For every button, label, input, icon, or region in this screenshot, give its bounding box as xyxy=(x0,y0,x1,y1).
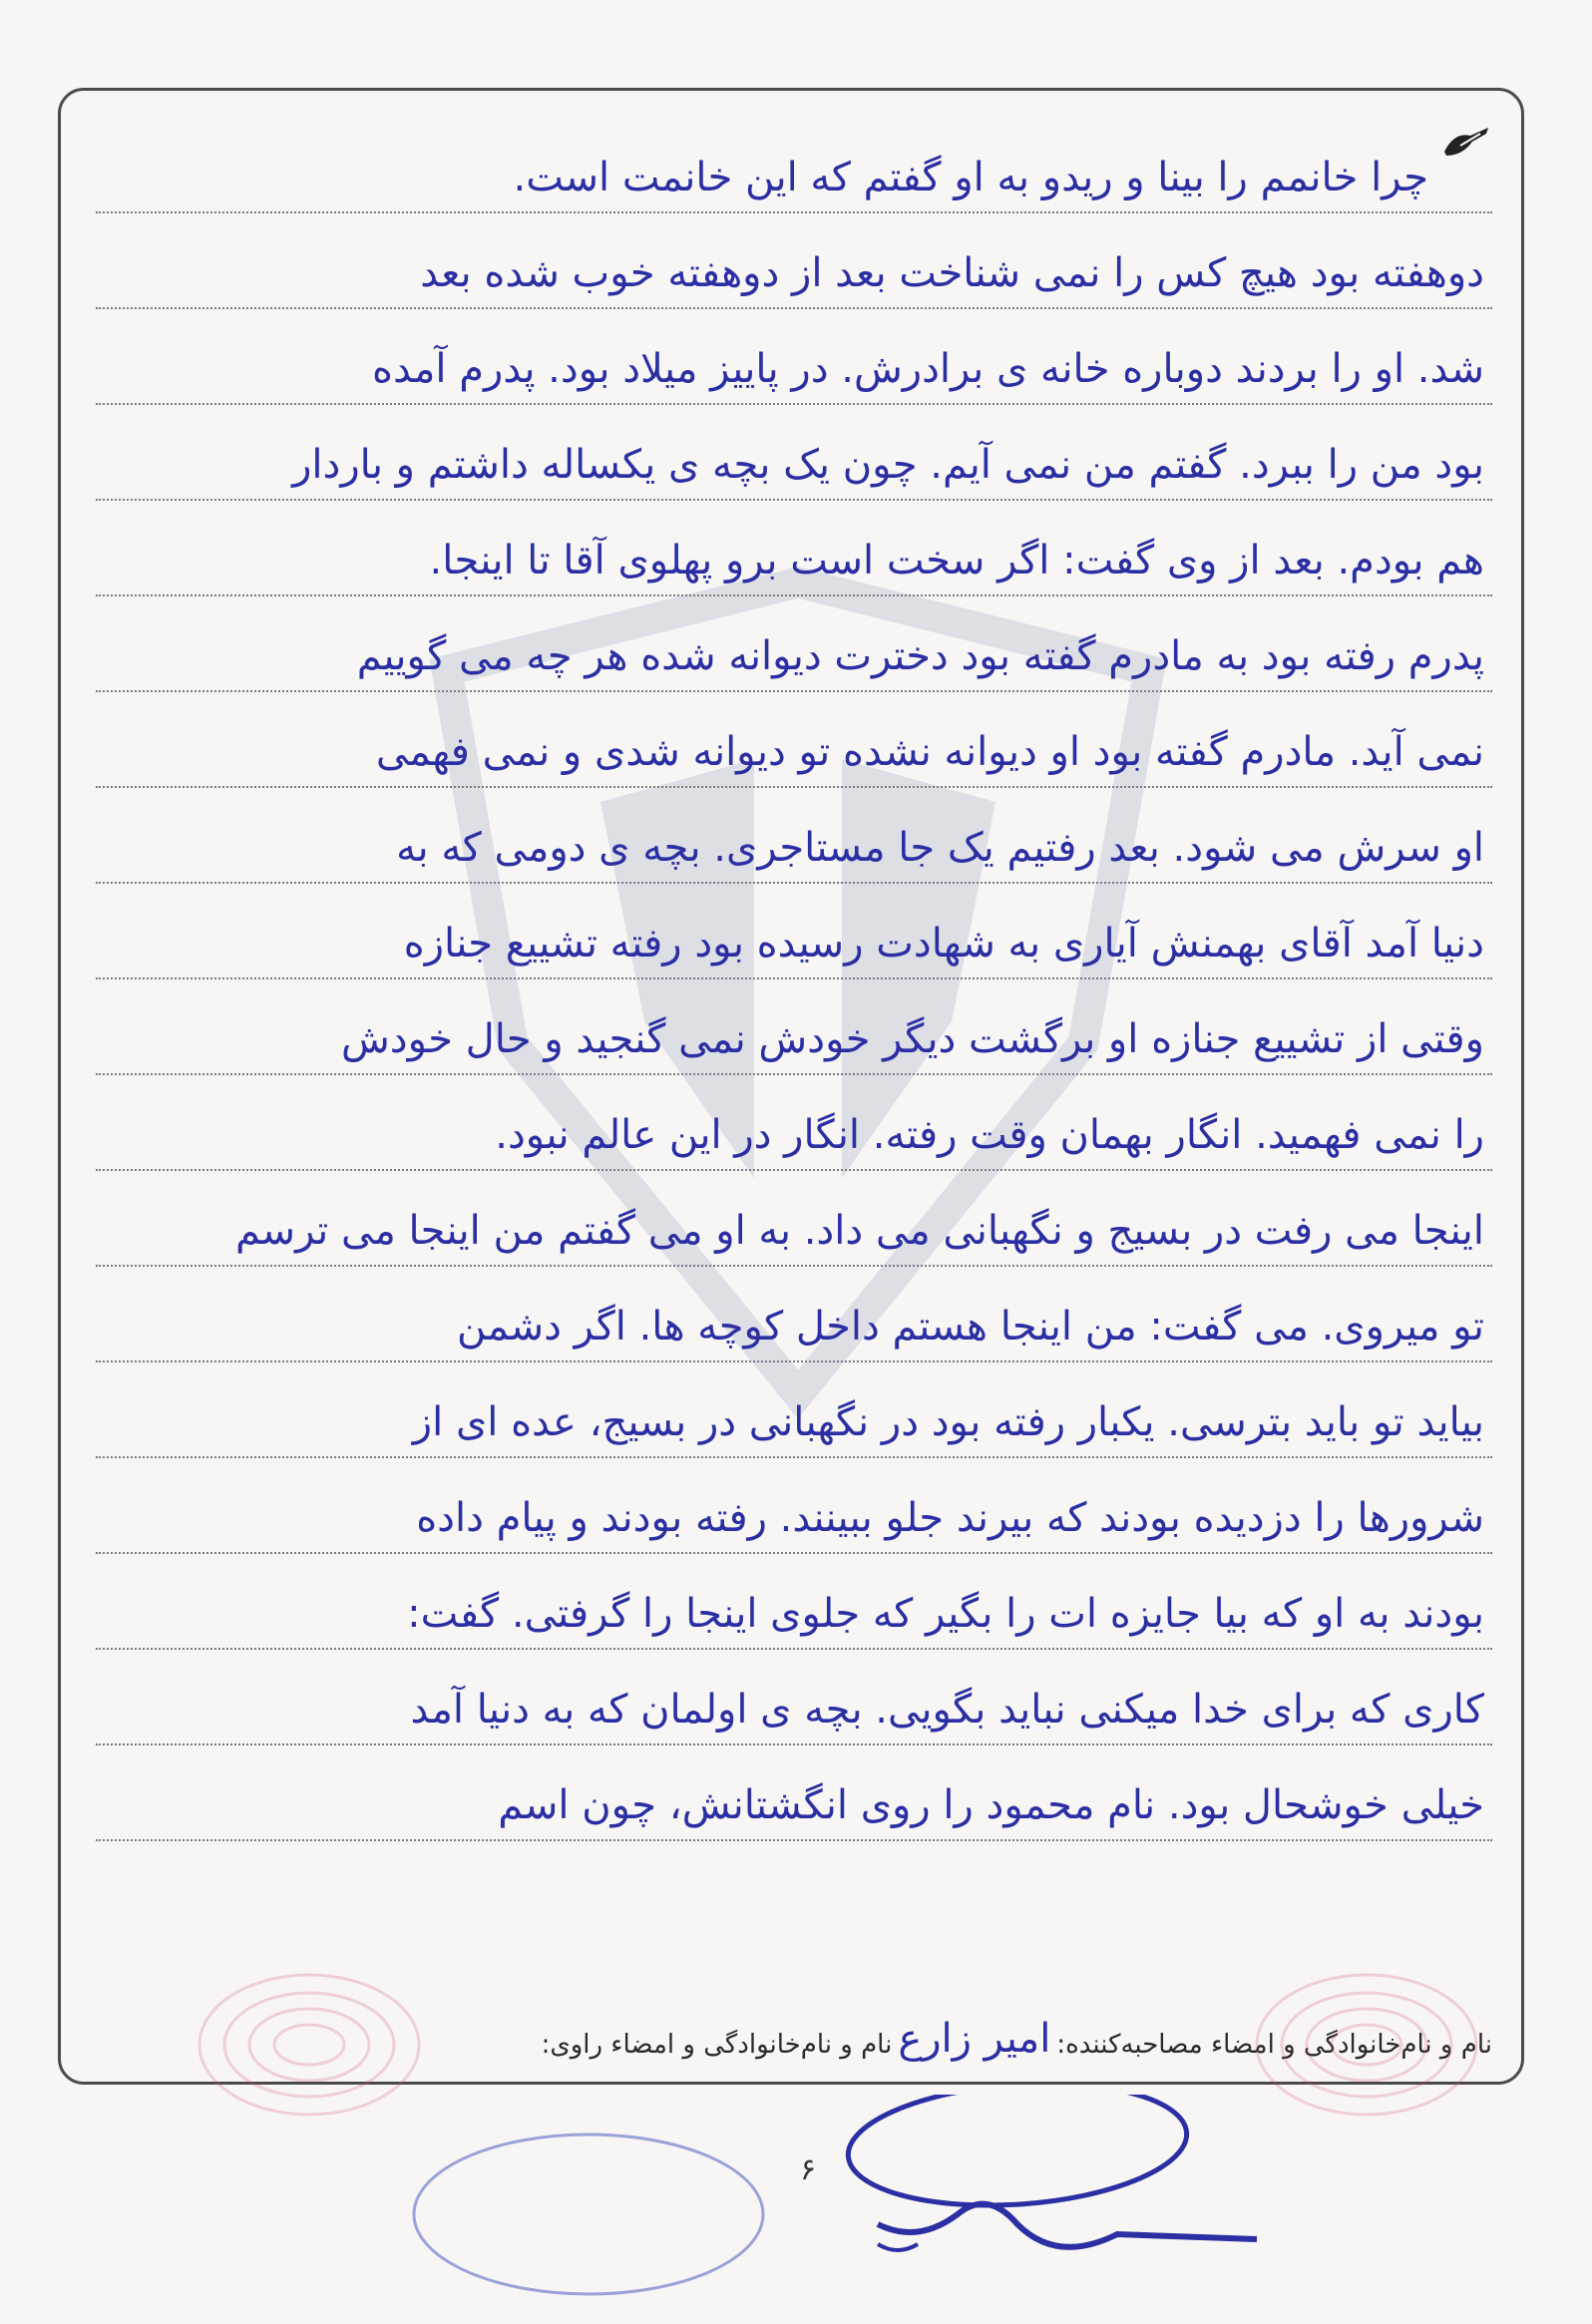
text-line xyxy=(96,1362,1492,1458)
line-text: را نمی فهمید. انگار بهمان وقت رفته. انگار در این عالم نبود. xyxy=(495,1112,1484,1158)
text-line xyxy=(96,1745,1492,1841)
line-text: پدرم رفته بود به مادرم گفته بود دخترت دیوانه شده هر چه می گوییم xyxy=(356,633,1484,679)
fingerprint-stamp xyxy=(1217,1955,1516,2134)
interviewer-label: نام و نام‌خانوادگی و امضاء مصاحبه‌کننده: xyxy=(1056,2030,1492,2060)
text-line xyxy=(96,979,1492,1075)
text-line xyxy=(96,309,1492,405)
line-text: خیلی خوشحال بود. نام محمود را روی انگشتانش، چون اسم xyxy=(498,1782,1484,1828)
line-text: بیاید تو باید بترسی. یکبار رفته بود در نگهبانی در بسیج، عده ای از xyxy=(412,1399,1484,1445)
text-line xyxy=(96,213,1492,309)
line-text: کاری که برای خدا میکنی نباید بگویی. بچه ی اولمان که به دنیا آمد xyxy=(410,1687,1484,1733)
line-text: شد. او را بردند دوباره خانه ی برادرش. در پاییز میلاد بود. پدرم آمده xyxy=(372,346,1484,392)
text-line xyxy=(96,884,1492,979)
line-text: شرورها را دزدیده بودند که بیرند جلو ببینند. رفته بودند و پیام داده xyxy=(416,1495,1484,1541)
text-line xyxy=(96,1267,1492,1362)
line-text: تو میروی. می گفت: من اینجا هستم داخل کوچه ها. اگر دشمن xyxy=(457,1304,1484,1350)
line-text: نمی آید. مادرم گفته بود او دیوانه نشده تو دیوانه شدی و نمی فهمی xyxy=(375,729,1484,775)
line-text: دوهفته بود هیچ کس را نمی شناخت بعد از دوهفته خوب شده بعد xyxy=(420,250,1484,296)
line-text: بود من را ببرد. گفتم من نمی آیم. چون یک بچه ی یکساله داشتم و باردار xyxy=(292,442,1484,488)
line-text: وقتی از تشییع جنازه او برگشت دیگر خودش نمی گنجید و حال خودش xyxy=(340,1016,1484,1062)
line-text: او سرش می شود. بعد رفتیم یک جا مستاجری. بچه ی دومی که به xyxy=(396,825,1484,871)
handwritten-signature xyxy=(359,2095,1257,2324)
line-text: اینجا می رفت در بسیج و نگهبانی می داد. به او می گفتم من اینجا می ترسم xyxy=(234,1208,1484,1254)
page-number: ۶ xyxy=(799,2152,817,2187)
line-text: بودند به او که بیا جایزه ات را بگیر که جلوی اینجا را گرفتی. گفت: xyxy=(407,1591,1484,1637)
handwritten-text-block xyxy=(96,118,1492,1841)
text-line xyxy=(96,788,1492,884)
text-line xyxy=(96,405,1492,501)
line-text: هم بودم. بعد از وی گفت: اگر سخت است برو پهلوی آقا تا اینجا. xyxy=(429,538,1484,583)
text-line xyxy=(96,692,1492,788)
text-line xyxy=(96,1171,1492,1267)
text-line xyxy=(96,1458,1492,1554)
text-line xyxy=(96,501,1492,596)
text-line xyxy=(96,1650,1492,1745)
text-line xyxy=(96,118,1492,213)
line-text: دنیا آمد آقای بهمنش آیاری به شهادت رسیده بود رفته تشییع جنازه xyxy=(403,921,1484,967)
interviewer-name: امیر زارع xyxy=(898,2016,1051,2062)
text-line xyxy=(96,1554,1492,1650)
narrator-label: نام و نام‌خانوادگی و امضاء راوی: xyxy=(541,2030,893,2060)
text-line xyxy=(96,596,1492,692)
line-text: چرا خانمم را بینا و ریدو به او گفتم که این خانمت است. xyxy=(513,155,1428,200)
text-line xyxy=(96,1075,1492,1171)
pen-hand-icon xyxy=(1440,122,1492,162)
